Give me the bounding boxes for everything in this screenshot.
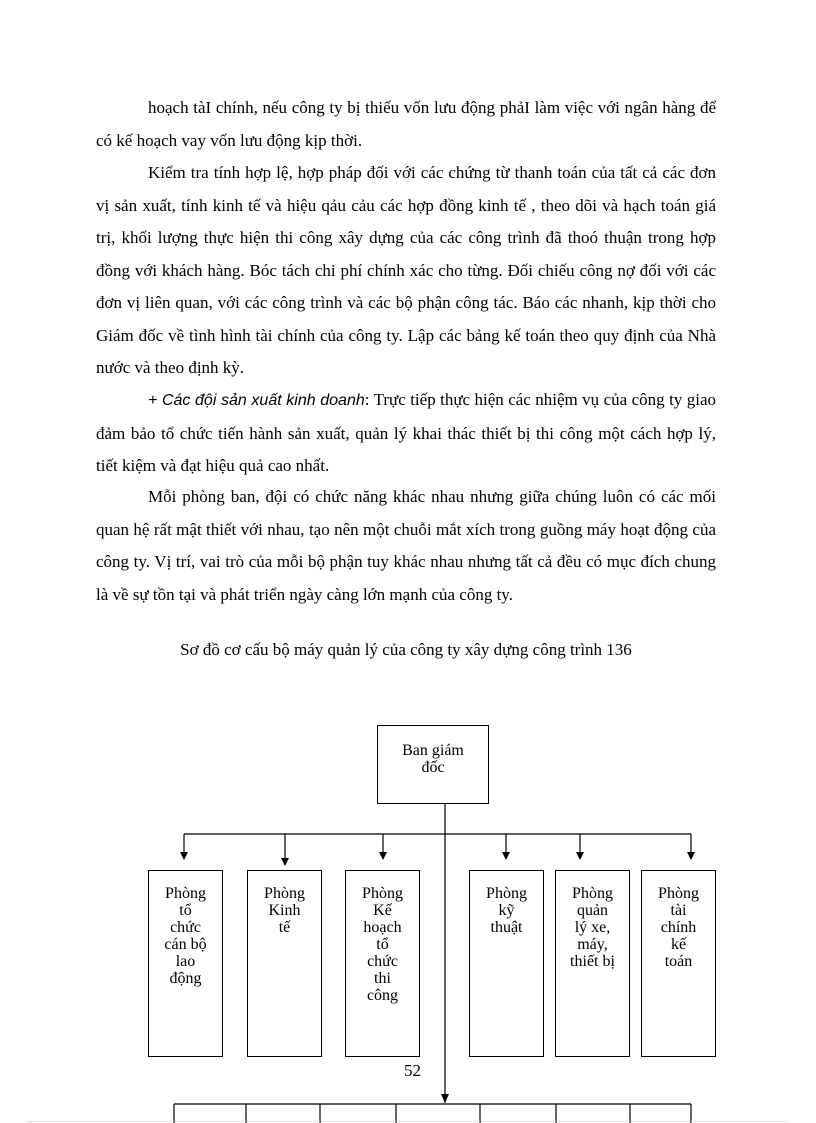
box-text: hoạch [363,919,402,936]
board-of-directors-box [377,725,489,804]
box-text: Phòng [165,885,206,902]
box-text: tế [278,919,291,936]
box-text: tổ [376,936,389,953]
box-text: Phòng [486,885,527,902]
page-number: 52 [404,1061,421,1080]
diagram-caption: Sơ đồ cơ cấu bộ máy quản lý của công ty xây dựng công trình 136 [180,640,632,659]
box-text: kỹ [498,902,515,919]
box-text: động [169,970,202,987]
box-text: toán [664,953,693,970]
paragraph-departments-relation: Mỗi phòng ban, đội có chức năng khác nhau nhưng giữa chúng luôn có các mối quan hệ rất mật thiết với nhau, tạo nên một chuỗi mắt xích trong guồng máy hoạt động của công ty. Vị trí, vai trò của mỗi bộ phận tuy khác nhau nhưng tất cả đều có mục đích chung là về sự tồn tại và phát triển ngày càng lớn mạnh của công ty. [96,487,716,604]
box-text: cán bộ [164,936,207,953]
box-text: chức [367,953,398,970]
paragraph-continuation: hoạch tàI chính, nếu công ty bị thiếu vốn lưu động phảI làm việc với ngân hàng để có kế hoạch vay vốn lưu động kịp thời. [96,98,716,150]
box-text: đốc [421,759,445,776]
box-text: Phòng [362,885,403,902]
dept-economics-box [247,870,322,1057]
dept-planning-box [345,870,420,1057]
box-text: Kế [373,902,392,919]
box-text: thiết bị [570,953,615,970]
box-text: kế [670,936,687,953]
box-text: tổ [179,902,192,919]
box-text: Kinh [268,902,301,919]
box-text: chính [660,919,697,936]
page-bottom-divider [28,1121,788,1122]
box-text: lao [175,953,196,970]
dept-finance-box [641,870,716,1057]
box-text: chức [170,919,201,936]
box-text: Phòng [264,885,305,902]
box-text: Phòng [658,885,699,902]
dept-personnel-box [148,870,223,1057]
box-text: tài [670,902,687,919]
box-text: công [366,987,399,1004]
box-text: Ban giám [402,742,464,759]
dept-equipment-box [555,870,630,1057]
production-teams-label: + Các đội sản xuất kinh doanh [148,392,365,409]
paragraph-accounting-duties: Kiểm tra tính hợp lệ, hợp pháp đối với các chứng từ thanh toán của tất cả các đơn vị sản xuất, tính kinh tế và hiệu qảu cảu các hợp đồng kinh tế , theo dõi và hạch toán giá trị, khối lượng thực hiện thi công xây dựng của các công trình đã thoó thuận trong hợp đồng với khách hàng. Bóc tách chi phí chính xác cho từng. Đối chiếu công nợ đối với các đơn vị liên quan, với các công trình và các bộ phận công tác. Báo các nhanh, kịp thời cho Giám đốc về tình hình tài chính của công ty. Lập các bảng kế toán theo quy định của Nhà nước và theo định kỳ. [96,163,716,377]
box-text: thi [374,970,391,987]
box-text: quản [576,902,609,919]
box-text: lý xe, [574,919,611,936]
production-teams-text: : Trực tiếp thực hiện các nhiệm vụ của công ty giao đảm bảo tổ chức tiến hành sản xuất, quản lý khai thác thiết bị thi công một cách hợp lý, tiết kiệm và đạt hiệu quả cao nhất. [96,390,716,475]
box-text: Phòng [572,885,613,902]
box-text: thuật [490,919,523,936]
dept-technical-box [469,870,544,1057]
box-text: máy, [577,936,608,953]
